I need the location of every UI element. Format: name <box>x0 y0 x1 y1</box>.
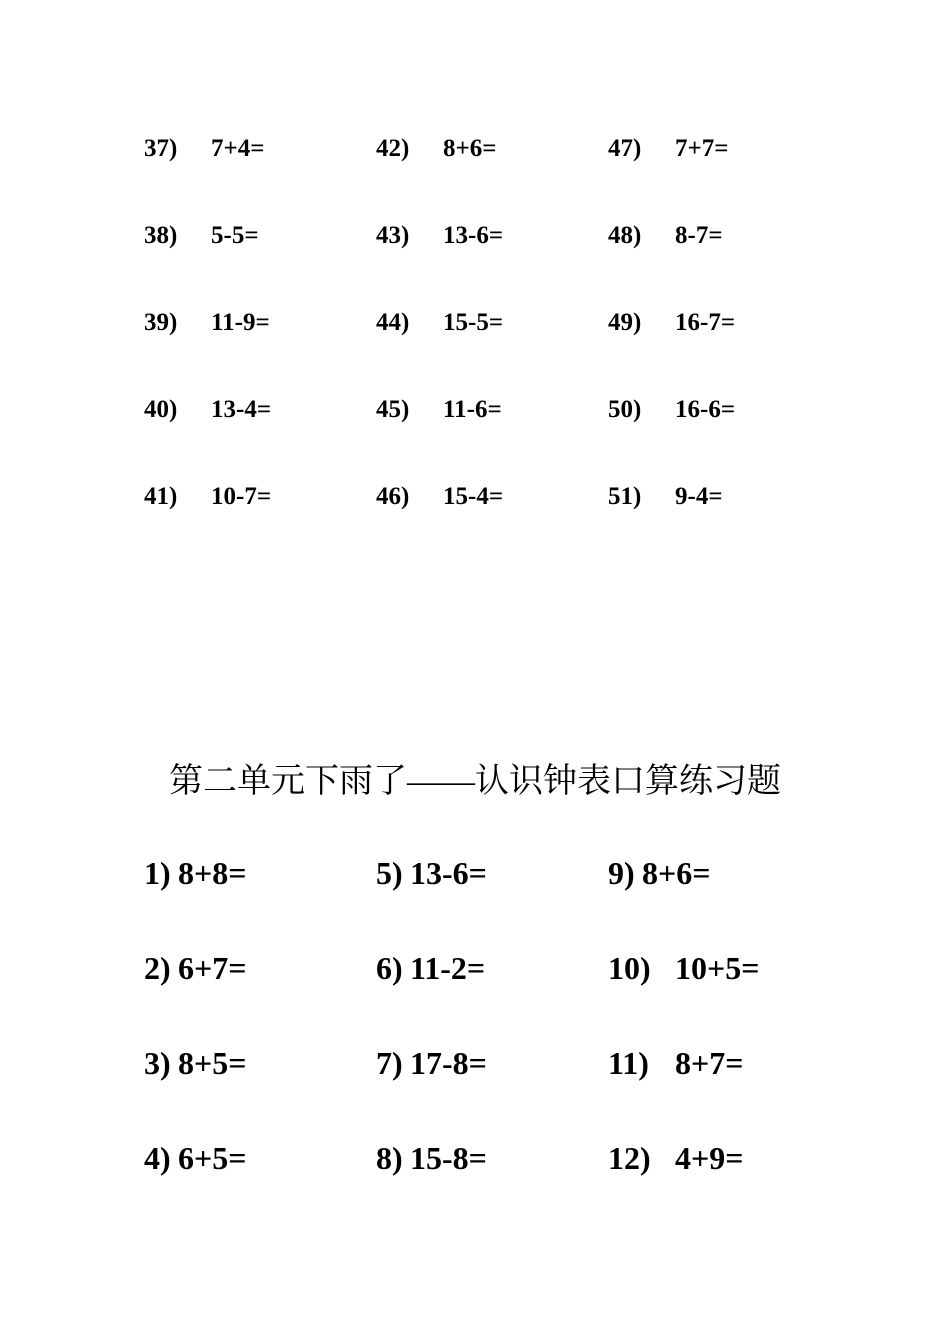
problem-row <box>0 389 950 476</box>
problem-number: 47) <box>608 135 642 162</box>
problem-number: 11) <box>608 1045 649 1081</box>
problem-expression: 10+5= <box>675 950 760 986</box>
problem-grid-top <box>0 128 950 563</box>
problem-number: 1) <box>144 855 171 891</box>
problem-number: 41) <box>144 483 178 510</box>
problem-number: 8) <box>376 1140 403 1176</box>
problem-expression: 8+6= <box>642 855 711 891</box>
section-title: 第二单元下雨了——认识钟表口算练习题 <box>169 763 781 800</box>
problem-expression: 11-2= <box>410 950 486 986</box>
problem-expression: 8+5= <box>178 1045 247 1081</box>
problem-expression: 8+6= <box>443 135 497 162</box>
problem-number: 43) <box>376 222 410 249</box>
problem-expression: 7+4= <box>211 135 265 162</box>
problem-expression: 11-9= <box>211 309 270 336</box>
problem-number: 37) <box>144 135 178 162</box>
problem-expression: 10-7= <box>211 483 272 510</box>
problem-number: 49) <box>608 309 642 336</box>
problem-number: 51) <box>608 483 642 510</box>
problem-number: 6) <box>376 950 403 986</box>
problem-grid-bottom <box>0 848 950 1228</box>
problem-number: 38) <box>144 222 178 249</box>
problem-expression: 16-6= <box>675 396 736 423</box>
problem-expression: 4+9= <box>675 1140 744 1176</box>
problem-number: 3) <box>144 1045 171 1081</box>
problem-number: 48) <box>608 222 642 249</box>
problem-number: 42) <box>376 135 410 162</box>
problem-expression: 11-6= <box>443 396 502 423</box>
problem-number: 2) <box>144 950 171 986</box>
problem-expression: 17-8= <box>410 1045 487 1081</box>
problem-number: 39) <box>144 309 178 336</box>
problem-number: 50) <box>608 396 642 423</box>
problem-row <box>0 848 950 943</box>
problem-number: 5) <box>376 855 403 891</box>
problem-row <box>0 1133 950 1228</box>
problem-number: 46) <box>376 483 410 510</box>
problem-number: 9) <box>608 855 635 891</box>
problem-number: 12) <box>608 1140 651 1176</box>
problem-row <box>0 302 950 389</box>
problem-expression: 8+7= <box>675 1045 744 1081</box>
problem-expression: 15-4= <box>443 483 504 510</box>
problem-expression: 7+7= <box>675 135 729 162</box>
problem-number: 4) <box>144 1140 171 1176</box>
problem-row <box>0 1038 950 1133</box>
problem-row <box>0 128 950 215</box>
problem-expression: 13-6= <box>443 222 504 249</box>
problem-number: 10) <box>608 950 651 986</box>
problem-expression: 13-6= <box>410 855 487 891</box>
problem-row <box>0 215 950 302</box>
problem-expression: 13-4= <box>211 396 272 423</box>
problem-row <box>0 943 950 1038</box>
problem-expression: 15-8= <box>410 1140 487 1176</box>
problem-expression: 15-5= <box>443 309 504 336</box>
problem-expression: 16-7= <box>675 309 736 336</box>
problem-row <box>0 476 950 563</box>
problem-expression: 5-5= <box>211 222 259 249</box>
problem-number: 44) <box>376 309 410 336</box>
problem-expression: 9-4= <box>675 483 723 510</box>
problem-expression: 6+5= <box>178 1140 247 1176</box>
problem-number: 45) <box>376 396 410 423</box>
problem-expression: 8+8= <box>178 855 247 891</box>
problem-number: 40) <box>144 396 178 423</box>
problem-expression: 6+7= <box>178 950 247 986</box>
problem-number: 7) <box>376 1045 403 1081</box>
problem-expression: 8-7= <box>675 222 723 249</box>
